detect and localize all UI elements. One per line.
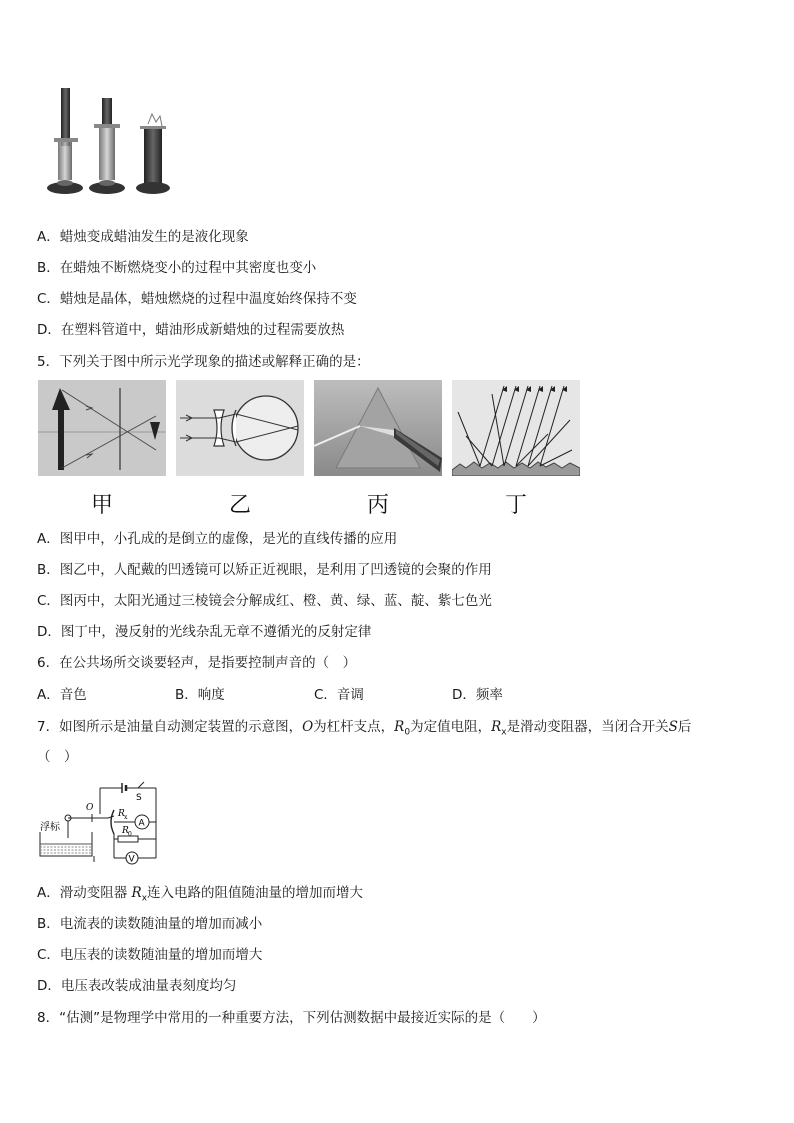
q4-option-a: A．蜡烛变成蜡油发生的是液化现象 xyxy=(37,229,249,245)
q6-option-c: C．音调 xyxy=(314,687,364,703)
q7-option-b: B．电流表的读数随油量的增加而减小 xyxy=(37,916,263,932)
figure-bing-prism xyxy=(314,380,442,476)
q7-stem: 7．如图所示是油量自动测定装置的示意图，O为杠杆支点，$R_0$为定值电阻，$R_x$是滑动变阻器，当闭合开关S后 xyxy=(37,719,692,738)
q6-option-d: D．频率 xyxy=(452,687,503,703)
q5-option-d: D．图丁中，漫反射的光线杂乱无章不遵循光的反射定律 xyxy=(37,624,372,640)
q5-option-c: C．图丙中，太阳光通过三棱镜会分解成红、橙、黄、绿、蓝、靛、紫七色光 xyxy=(37,593,492,609)
q7-option-d: D．电压表改装成油量表刻度均匀 xyxy=(37,978,237,994)
label-voltmeter: V xyxy=(128,854,135,865)
label-rx: R xyxy=(118,809,125,819)
label-r0: R xyxy=(122,826,129,836)
q7-option-a: A．滑动变阻器 $R_x$连入电路的阻值随油量的增加而增大 xyxy=(37,885,364,904)
caption-ding: 丁 xyxy=(504,493,527,518)
caption-jia: 甲 xyxy=(90,493,113,518)
caption-yi: 乙 xyxy=(228,493,251,518)
figure-yi-eye xyxy=(176,380,304,476)
q5-option-b: B．图乙中，人配戴的凹透镜可以矫正近视眼，是利用了凹透镜的会聚的作用 xyxy=(37,562,492,578)
label-rx-sub: x xyxy=(124,814,128,821)
figure-jia-pinhole xyxy=(38,380,166,476)
q7-option-c: C．电压表的读数随油量的增加而增大 xyxy=(37,947,263,963)
label-r0-sub: 0 xyxy=(128,831,132,838)
q6-option-a: A．音色 xyxy=(37,687,87,703)
q7-answer-paren: （ ） xyxy=(37,749,78,765)
label-float: 浮标 xyxy=(40,822,60,833)
q8-stem: 8．“估测”是物理学中常用的一种重要方法，下列估测数据中最接近实际的是（ ） xyxy=(37,1010,546,1026)
caption-bing: 丙 xyxy=(366,493,389,518)
q6-option-b: B．响度 xyxy=(175,687,225,703)
q4-option-b: B．在蜡烛不断燃烧变小的过程中其密度也变小 xyxy=(37,260,317,276)
label-o: O xyxy=(86,803,94,813)
oil-gauge-circuit xyxy=(38,780,158,866)
q4-option-c: C．蜡烛是晶体，蜡烛燃烧的过程中温度始终保持不变 xyxy=(37,291,357,307)
q4-option-d: D．在塑料管道中，蜡油形成新蜡烛的过程需要放热 xyxy=(37,322,345,338)
q5-option-a: A．图甲中，小孔成的是倒立的虚像，是光的直线传播的应用 xyxy=(37,531,398,547)
figure-ding-diffuse xyxy=(452,380,580,476)
q5-stem: 5．下列关于图中所示光学现象的描述或解释正确的是： xyxy=(37,354,370,370)
label-s: S xyxy=(136,793,142,803)
q6-stem: 6．在公共场所交谈要轻声，是指要控制声音的（ ） xyxy=(37,655,357,671)
label-ammeter: A xyxy=(138,818,145,829)
candle-photo xyxy=(44,84,182,206)
